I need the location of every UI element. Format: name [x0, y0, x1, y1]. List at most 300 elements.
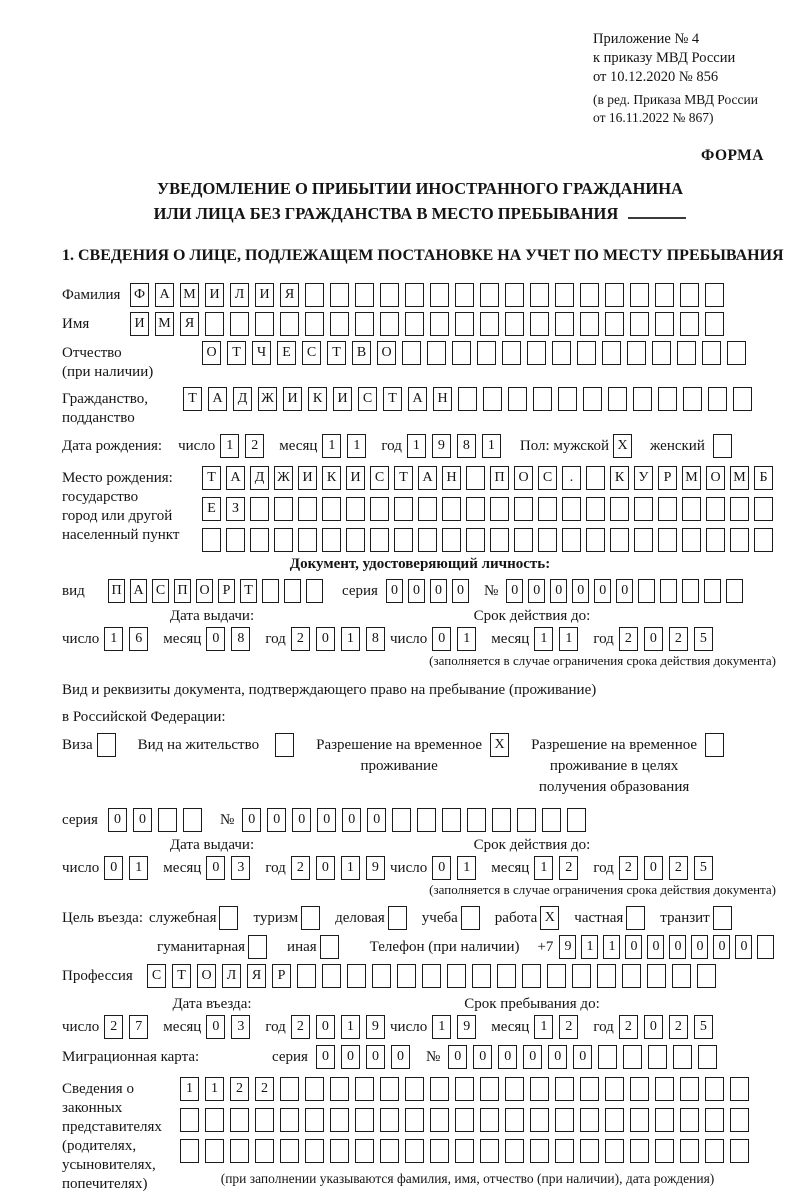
char-box: И	[298, 466, 317, 490]
char-box	[346, 497, 365, 521]
doc-issue-month-boxes	[206, 627, 256, 651]
char-box	[284, 579, 301, 603]
char-box	[480, 1108, 499, 1132]
char-box	[219, 906, 238, 930]
residence-issue-year-boxes	[291, 856, 391, 880]
char-box	[605, 1108, 624, 1132]
char-box: 0	[506, 579, 523, 603]
char-box: 0	[316, 1015, 335, 1039]
phone-boxes	[559, 935, 779, 959]
header-revision	[593, 91, 778, 127]
char-box	[580, 1108, 599, 1132]
char-box	[580, 1077, 599, 1101]
char-box	[405, 283, 424, 307]
char-box: Е	[277, 341, 296, 365]
migration-series-boxes	[316, 1045, 416, 1069]
char-box: Н	[442, 466, 461, 490]
char-box: 5	[694, 627, 713, 651]
sex-female-checkbox	[713, 434, 738, 458]
char-box	[505, 283, 524, 307]
char-box: 0	[367, 808, 386, 832]
char-box: X	[490, 733, 509, 757]
char-box: М	[730, 466, 749, 490]
year-label: год	[265, 859, 286, 876]
char-box	[250, 497, 269, 521]
char-box: 2	[245, 434, 264, 458]
char-box: С	[302, 341, 321, 365]
char-box	[492, 808, 511, 832]
char-box	[630, 1108, 649, 1132]
edu-permit-label-line3: получения образования	[538, 778, 690, 795]
char-box	[248, 935, 267, 959]
residence-doc-intro-line2: в Российской Федерации:	[62, 708, 226, 725]
char-box: О	[514, 466, 533, 490]
char-box	[280, 1139, 299, 1163]
patronymic-boxes	[202, 341, 752, 365]
edu-permit-checkbox	[705, 733, 730, 757]
char-box: 0	[133, 808, 152, 832]
char-box: 8	[366, 627, 385, 651]
char-box	[472, 964, 491, 988]
char-box	[602, 341, 621, 365]
char-box	[394, 528, 413, 552]
representatives-right	[180, 1077, 755, 1187]
birth-place-row3-boxes	[202, 528, 778, 552]
char-box	[757, 935, 774, 959]
char-box: 0	[316, 1045, 335, 1069]
day-label: число	[178, 437, 216, 454]
char-box	[255, 1108, 274, 1132]
residence-expiry-year-boxes	[619, 856, 719, 880]
year-label: год	[593, 630, 614, 647]
char-box	[558, 387, 577, 411]
char-box	[372, 964, 391, 988]
year-label: год	[593, 1018, 614, 1035]
doc-number-label: №	[483, 582, 499, 599]
header-line: (в ред. Приказа МВД России	[593, 92, 758, 108]
char-box	[394, 497, 413, 521]
representatives-boxes	[180, 1077, 755, 1163]
day-label: число	[62, 1018, 100, 1035]
char-box: 9	[366, 856, 385, 880]
residence-issue-day-boxes	[104, 856, 154, 880]
representatives-label-line: усыновителях,	[62, 1156, 156, 1173]
profession-row	[62, 964, 778, 988]
char-box	[322, 964, 341, 988]
char-box	[305, 1077, 324, 1101]
surname-boxes	[130, 283, 730, 307]
char-box: А	[208, 387, 227, 411]
char-box	[605, 1077, 624, 1101]
birth-place-label-line2: государство	[62, 488, 139, 505]
char-box	[705, 1077, 724, 1101]
birth-date-label: Дата рождения:	[62, 437, 163, 454]
representatives-row1-boxes	[180, 1077, 755, 1101]
char-box	[538, 528, 557, 552]
char-box: Т	[172, 964, 191, 988]
char-box	[705, 1139, 724, 1163]
char-box: 9	[366, 1015, 385, 1039]
char-box: 2	[291, 627, 310, 651]
char-box	[330, 1139, 349, 1163]
char-box: Ж	[274, 466, 293, 490]
stay-month-boxes	[534, 1015, 584, 1039]
char-box: 0	[452, 579, 469, 603]
char-box: 0	[448, 1045, 467, 1069]
stay-year-boxes	[619, 1015, 719, 1039]
char-box	[461, 906, 480, 930]
char-box	[230, 1108, 249, 1132]
char-box: 0	[206, 627, 225, 651]
char-box: 0	[669, 935, 686, 959]
char-box: 0	[386, 579, 403, 603]
char-box	[305, 1108, 324, 1132]
month-label: месяц	[163, 1018, 202, 1035]
char-box	[158, 808, 177, 832]
residence-series-label: серия	[62, 811, 98, 828]
char-box: 0	[104, 856, 123, 880]
entry-dates-row	[62, 1015, 778, 1039]
char-box: О	[377, 341, 396, 365]
char-box	[430, 312, 449, 336]
char-box: П	[490, 466, 509, 490]
residence-dates-row	[62, 856, 778, 880]
char-box: И	[333, 387, 352, 411]
char-box	[298, 497, 317, 521]
birth-place-label-line1: Место рождения:	[62, 469, 173, 486]
char-box	[542, 808, 561, 832]
char-box	[567, 808, 586, 832]
char-box: 1	[205, 1077, 224, 1101]
residence-doc-series-row	[62, 808, 778, 832]
char-box	[477, 341, 496, 365]
char-box	[466, 466, 485, 490]
char-box: 0	[644, 1015, 663, 1039]
char-box	[505, 312, 524, 336]
char-box	[705, 1108, 724, 1132]
char-box	[205, 1108, 224, 1132]
char-box: 5	[694, 1015, 713, 1039]
purpose-business-label: деловая	[335, 909, 385, 926]
month-label: месяц	[279, 437, 318, 454]
char-box: 0	[432, 856, 451, 880]
doc-dates-headers	[62, 608, 778, 625]
char-box: 5	[694, 856, 713, 880]
char-box	[480, 1077, 499, 1101]
representatives-row3-boxes	[180, 1139, 755, 1163]
birth-month-boxes	[322, 434, 372, 458]
char-box	[480, 312, 499, 336]
char-box	[733, 387, 752, 411]
char-box	[180, 1108, 199, 1132]
section1-heading: 1. СВЕДЕНИЯ О ЛИЦЕ, ПОДЛЕЖАЩЕМ ПОСТАНОВКЕ НА УЧЕТ ПО МЕСТУ ПРЕБЫВАНИЯ	[62, 246, 784, 264]
char-box: Е	[202, 497, 221, 521]
char-box	[705, 733, 724, 757]
char-box	[586, 497, 605, 521]
char-box	[330, 312, 349, 336]
doc-expiry-note: (заполняется в случае ограничения срока действия документа)	[429, 652, 776, 668]
char-box	[530, 1077, 549, 1101]
birth-place-label-line4: населенный пункт	[62, 526, 180, 543]
char-box: Т	[383, 387, 402, 411]
day-label: число	[62, 859, 100, 876]
temp-permit-label-line2: проживание	[360, 757, 438, 774]
char-box	[580, 312, 599, 336]
patronymic-row	[62, 341, 778, 382]
char-box: X	[540, 906, 559, 930]
doc-expiry-month-boxes	[534, 627, 584, 651]
visit-purpose-label: Цель въезда:	[62, 909, 143, 926]
birth-day-boxes	[220, 434, 270, 458]
char-box: 3	[231, 856, 250, 880]
char-box: 0	[366, 1045, 385, 1069]
char-box: 1	[457, 627, 476, 651]
char-box	[505, 1139, 524, 1163]
char-box	[230, 312, 249, 336]
char-box	[417, 808, 436, 832]
char-box: 0	[432, 627, 451, 651]
char-box	[730, 1108, 749, 1132]
char-box	[634, 528, 653, 552]
char-box: 0	[523, 1045, 542, 1069]
char-box: 0	[644, 856, 663, 880]
representatives-label-line: законных	[62, 1099, 123, 1116]
char-box	[262, 579, 279, 603]
patronymic-label	[62, 341, 202, 382]
char-box	[623, 1045, 642, 1069]
header-line: к приказу МВД России	[593, 50, 736, 67]
purpose-transit-checkbox	[713, 906, 738, 930]
char-box	[655, 312, 674, 336]
residence-number-label: №	[219, 811, 235, 828]
char-box	[658, 497, 677, 521]
char-box	[392, 808, 411, 832]
representatives-label-line: (родителях,	[62, 1137, 137, 1154]
char-box	[430, 283, 449, 307]
doc-expiry-day-boxes	[432, 627, 482, 651]
char-box	[505, 1108, 524, 1132]
char-box	[305, 1139, 324, 1163]
char-box	[630, 1077, 649, 1101]
char-box: Ч	[252, 341, 271, 365]
char-box: Ж	[258, 387, 277, 411]
char-box: О	[706, 466, 725, 490]
char-box: М	[180, 283, 199, 307]
residence-expiry-date	[390, 856, 719, 880]
char-box	[405, 1077, 424, 1101]
char-box: 0	[594, 579, 611, 603]
char-box	[706, 528, 725, 552]
header-line: от 16.11.2022 № 867)	[593, 110, 714, 126]
birth-place-boxes	[202, 466, 778, 552]
purpose-official-label: служебная	[148, 909, 217, 926]
citizenship-label-line1: Гражданство,	[62, 390, 149, 407]
char-box	[280, 1077, 299, 1101]
char-box	[305, 312, 324, 336]
char-box	[97, 733, 116, 757]
migration-series-label: серия	[272, 1048, 308, 1065]
temp-permit-label	[316, 733, 482, 777]
char-box	[633, 387, 652, 411]
char-box: О	[196, 579, 213, 603]
char-box	[680, 312, 699, 336]
char-box	[502, 341, 521, 365]
char-box	[706, 497, 725, 521]
migration-number-boxes	[448, 1045, 723, 1069]
purpose-work-checkbox	[540, 906, 565, 930]
char-box	[655, 283, 674, 307]
char-box: 8	[231, 627, 250, 651]
visa-label: Виза	[62, 736, 93, 753]
month-label: месяц	[163, 630, 202, 647]
residence-issue-title: Дата выдачи:	[169, 836, 255, 853]
char-box: 3	[231, 1015, 250, 1039]
char-box: 0	[573, 1045, 592, 1069]
char-box	[330, 1077, 349, 1101]
char-box	[626, 906, 645, 930]
purpose-private-label: частная	[574, 909, 624, 926]
char-box	[655, 1139, 674, 1163]
char-box	[455, 312, 474, 336]
char-box	[301, 906, 320, 930]
residence-expiry-title: Срок действия до:	[473, 836, 591, 853]
sex-male-label: Пол: мужской	[519, 437, 610, 454]
char-box: 2	[104, 1015, 123, 1039]
residence-permit-label: Вид на жительство	[137, 736, 260, 753]
char-box	[562, 497, 581, 521]
char-box	[490, 528, 509, 552]
char-box: 1	[534, 627, 553, 651]
char-box: К	[322, 466, 341, 490]
char-box	[658, 528, 677, 552]
purpose-official-checkbox	[219, 906, 244, 930]
char-box: 2	[669, 1015, 688, 1039]
char-box	[680, 1139, 699, 1163]
patronymic-label-line2: (при наличии)	[62, 363, 154, 380]
char-box: 2	[255, 1077, 274, 1101]
char-box	[355, 1108, 374, 1132]
residence-issue-month-boxes	[206, 856, 256, 880]
char-box	[608, 387, 627, 411]
char-box	[682, 579, 699, 603]
representatives-caption: (при заполнении указываются фамилия, имя, отчество (при наличии), дата рождения)	[220, 1170, 715, 1186]
char-box: Р	[658, 466, 677, 490]
char-box	[442, 528, 461, 552]
char-box: 0	[473, 1045, 492, 1069]
char-box	[355, 312, 374, 336]
char-box	[466, 497, 485, 521]
char-box	[275, 733, 294, 757]
char-box: 1	[104, 627, 123, 651]
char-box: 0	[548, 1045, 567, 1069]
char-box	[597, 964, 616, 988]
representatives-label-line: Сведения о	[62, 1080, 134, 1097]
migration-card-label: Миграционная карта:	[62, 1048, 200, 1065]
temp-permit-label-line1: Разрешение на временное	[316, 736, 483, 753]
char-box: К	[308, 387, 327, 411]
char-box: П	[108, 579, 125, 603]
month-label: месяц	[491, 859, 530, 876]
char-box	[672, 964, 691, 988]
char-box: 1	[534, 856, 553, 880]
char-box	[634, 497, 653, 521]
char-box	[380, 1077, 399, 1101]
char-box: Я	[247, 964, 266, 988]
char-box: 0	[528, 579, 545, 603]
doc-issue-title: Дата выдачи:	[169, 607, 255, 624]
char-box	[497, 964, 516, 988]
form-title-line2-wrap	[62, 202, 778, 227]
form-title-line1: УВЕДОМЛЕНИЕ О ПРИБЫТИИ ИНОСТРАННОГО ГРАЖДАНИНА	[156, 179, 684, 198]
char-box: С	[370, 466, 389, 490]
day-label: число	[62, 630, 100, 647]
char-box	[730, 1139, 749, 1163]
purpose-transit-label: транзит	[660, 909, 710, 926]
char-box: 0	[391, 1045, 410, 1069]
char-box	[610, 497, 629, 521]
char-box	[713, 434, 732, 458]
char-box: 2	[669, 627, 688, 651]
char-box: Р	[272, 964, 291, 988]
char-box	[480, 283, 499, 307]
birth-place-row2-boxes	[202, 497, 778, 521]
char-box: 1	[407, 434, 426, 458]
char-box: М	[682, 466, 701, 490]
char-box	[297, 964, 316, 988]
char-box: 9	[559, 935, 576, 959]
surname-label: Фамилия	[62, 286, 121, 303]
residence-series-boxes	[108, 808, 208, 832]
char-box	[226, 528, 245, 552]
char-box	[430, 1108, 449, 1132]
char-box: С	[152, 579, 169, 603]
char-box: 0	[616, 579, 633, 603]
day-label: число	[390, 859, 428, 876]
char-box	[555, 1077, 574, 1101]
char-box	[483, 387, 502, 411]
char-box: 1	[341, 1015, 360, 1039]
char-box: Ф	[130, 283, 149, 307]
representatives-row2-boxes	[180, 1108, 755, 1132]
char-box: 0	[242, 808, 261, 832]
surname-row	[62, 283, 778, 307]
char-box	[555, 283, 574, 307]
edu-permit-label-line1: Разрешение на временное	[531, 736, 698, 753]
representatives-row	[62, 1077, 778, 1194]
birth-place-row1-boxes	[202, 466, 778, 490]
char-box: 0	[316, 856, 335, 880]
char-box	[673, 1045, 692, 1069]
profession-label: Профессия	[62, 967, 133, 984]
char-box: А	[408, 387, 427, 411]
char-box	[380, 312, 399, 336]
char-box	[455, 283, 474, 307]
char-box: 0	[206, 856, 225, 880]
char-box: В	[352, 341, 371, 365]
char-box: 1	[341, 627, 360, 651]
char-box: Н	[433, 387, 452, 411]
purpose-private-checkbox	[626, 906, 651, 930]
doc-series-label: серия	[342, 582, 378, 599]
purpose-humanitarian-label: гуманитарная	[157, 938, 246, 955]
char-box	[442, 497, 461, 521]
char-box: О	[197, 964, 216, 988]
char-box	[530, 312, 549, 336]
char-box: И	[205, 283, 224, 307]
char-box	[330, 283, 349, 307]
char-box: 7	[129, 1015, 148, 1039]
char-box: С	[538, 466, 557, 490]
